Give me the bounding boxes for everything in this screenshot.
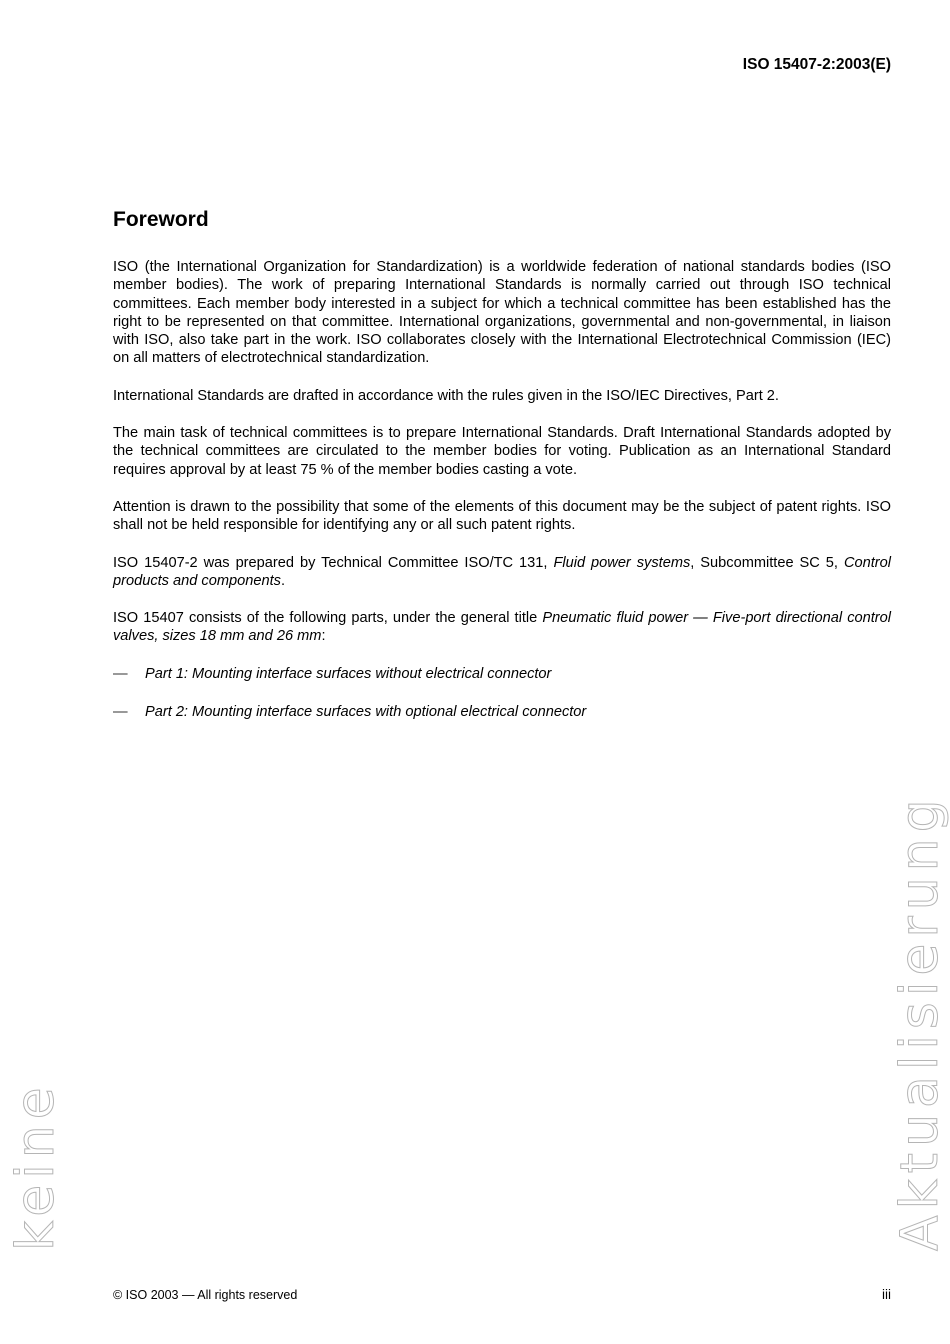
part-title: Part 1: Mounting interface surfaces without electrical connector [145,665,552,682]
parts-list [113,665,891,722]
paragraph-iso-overview: ISO (the International Organization for Standardization) is a worldwide federation of national standards bodies (ISO member bodies). The work of preparing International Standards is normally carried out through ISO technical committees. Each member body interested in a subject for which a technical committee has been established has the right to be represented on that committee. International organizations, governmental and non-governmental, in liaison with ISO, also take part in the work. ISO collaborates closely with the International Electrotechnical Commission (IEC) on all matters of electrotechnical standardization. [113,259,891,367]
list-item [113,665,891,683]
committee-title: Fluid power systems [553,554,691,571]
dash-bullet: — [113,704,128,721]
period: . [280,572,285,589]
paragraph-prepared-by [113,554,891,591]
subcommittee-text: , Subcommittee SC 5, [690,554,844,571]
foreword-body [113,258,891,741]
watermark-right: Aktualisierung [890,793,950,1251]
paragraph-parts-intro [113,609,891,646]
general-title: Pneumatic fluid power — Five-port directional control valves, sizes 18 mm and 26 mm [113,610,892,645]
part-title: Part 2: Mounting interface surfaces with optional electrical connector [145,704,587,721]
parts-intro-text: ISO 15407 consists of the following parts, under the general title [113,610,543,627]
page-title: Foreword [113,208,209,231]
copyright-notice: © ISO 2003 — All rights reserved [113,1288,298,1302]
colon: : [321,628,326,645]
subcommittee-title: Control products and components [113,554,891,589]
list-item [113,703,891,721]
paragraph-patent-rights: Attention is drawn to the possibility that some of the elements of this document may be the subject of patent rights. ISO shall not be held responsible for identifying any or all such patent rights. [113,498,891,534]
dash-bullet: — [113,665,128,682]
page-number: iii [882,1287,891,1302]
paragraph-directives: International Standards are drafted in accordance with the rules given in the ISO/IEC Directives, Part 2. [113,387,779,404]
prepared-by-text: ISO 15407-2 was prepared by Technical Committee ISO/TC 131, [113,554,554,571]
watermark-left: keine [6,1081,66,1251]
paragraph-committees: The main task of technical committees is to prepare International Standards. Draft International Standards adopted by the technical committees are circulated to the member bodies for voting. Publication as an International Standard requires approval by at least 75 % of the member bodies casting a vote. [113,425,891,478]
document-code: ISO 15407-2:2003(E) [742,56,891,73]
